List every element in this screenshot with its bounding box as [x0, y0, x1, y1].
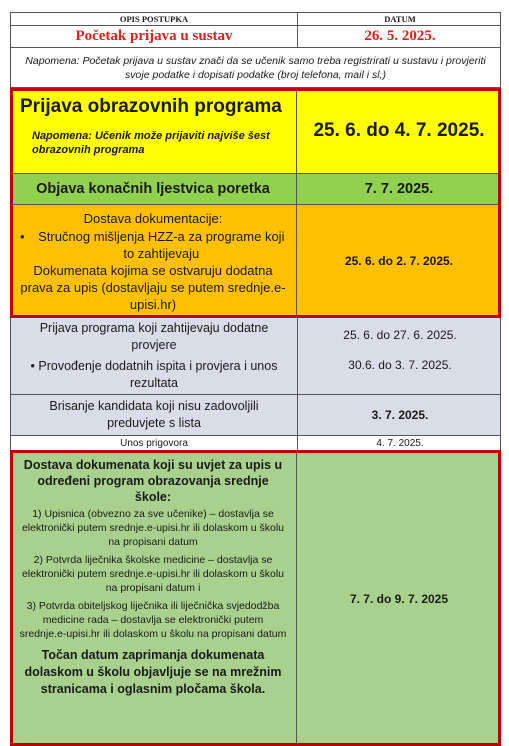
- extra-checks-description: [11, 318, 298, 394]
- start-title: Početak prijava u sustav: [11, 26, 298, 47]
- final-documents-point-1: 1) Upisnica (obvezno za sve učenike) – dostavlja se elektronički putem srednje.e-upisi.hr ili dolaskom u školu na propisani datum: [21, 508, 285, 548]
- bullet-icon: •: [30, 359, 35, 373]
- documents-item-1: [20, 228, 286, 262]
- extra-checks-row: [10, 317, 501, 395]
- header-description: OPIS POSTUPKA: [11, 13, 298, 25]
- appeal-date: 4. 7. 2025.: [376, 437, 424, 449]
- appeal-title: Unos prigovora: [11, 436, 298, 450]
- documents-item-2: [20, 262, 286, 313]
- documents-title: Dostava dokumentacije:: [83, 210, 223, 226]
- final-documents-description: [10, 451, 297, 746]
- extra-checks-line-2: [19, 358, 289, 392]
- documents-item-1-text: Stručnog mišljenja HZZ-a za programe koji to zahtijevaju: [38, 228, 285, 261]
- note-row: [10, 48, 501, 88]
- application-date: 25. 6. do 4. 7. 2025.: [313, 119, 485, 141]
- start-date: 26. 5. 2025.: [364, 28, 436, 44]
- final-documents-closing: Točan datum zaprimanja dokumenata dolaskom u školu objavljuje se na mrežnim stranicama i oglasnim pločama škola.: [24, 648, 282, 696]
- application-description: [10, 88, 297, 173]
- registration-note: Napomena: Početak prijava u sustav znači da se učenik samo treba registrirati u sustavu i provjeriti svoje podatke i dopisati podatke (broj telefona, mail i sl,): [25, 54, 486, 81]
- ranking-date: 7. 7. 2025.: [364, 181, 434, 197]
- documents-item-2-text: Dokumenata kojima se ostvaruju dodatna prava za upis (dostavljaju se putem srednje.e-upisi.hr): [20, 262, 286, 312]
- application-note: Napomena: Učenik može prijaviti najviše šest obrazovnih programa: [32, 130, 270, 156]
- ranking-row: [10, 174, 501, 205]
- start-row: [10, 26, 501, 48]
- extra-checks-date-2: 30.6. do 3. 7. 2025.: [348, 358, 452, 372]
- final-documents-point-3: 3) Potvrda obiteljskog liječnika ili liječnička svjedodžba medicine rada – dostavlja se elektronički putem srednje.e-upisi.hr ili dolaskom u školu na propisani datum: [19, 600, 287, 640]
- final-documents-date: 7. 7. do 9. 7. 2025: [349, 591, 449, 606]
- bullet-icon: •: [20, 228, 25, 244]
- removal-row: [10, 395, 501, 436]
- final-documents-title: Dostava dokumenata koji su uvjet za upis u određeni program obrazovanja srednje škole:: [23, 458, 283, 504]
- extra-checks-line-1: Prijava programa koji zahtijevaju dodatne provjere: [39, 321, 269, 352]
- application-title: Prijava obrazovnih programa: [20, 96, 282, 117]
- extra-checks-date-1: 25. 6. do 27. 6. 2025.: [343, 328, 457, 342]
- ranking-title: Objava konačnih ljestvica poretka: [10, 174, 297, 204]
- extra-checks-dates: [298, 318, 502, 394]
- documents-row: [10, 205, 501, 317]
- header-date: DATUM: [384, 14, 416, 24]
- documents-date: 25. 6. do 2. 7. 2025.: [344, 254, 454, 268]
- extra-checks-line-2-text: Provođenje dodatnih ispita i provjera i unos rezultata: [38, 359, 278, 390]
- final-documents-row: [10, 451, 501, 746]
- final-documents-point-2: 2) Potvrda liječnika školske medicine – dostavlja se elektronički putem srednje.e-upisi.hr ili dolaskom u školu na propisani datum i: [21, 554, 285, 594]
- header-row: [10, 12, 501, 26]
- application-row: [10, 88, 501, 174]
- appeal-row: [10, 436, 501, 451]
- removal-date: 3. 7. 2025.: [371, 408, 429, 422]
- documents-description: [10, 205, 297, 317]
- removal-title: Brisanje kandidata koji nisu zadovoljili preduvjete s lista: [11, 395, 298, 435]
